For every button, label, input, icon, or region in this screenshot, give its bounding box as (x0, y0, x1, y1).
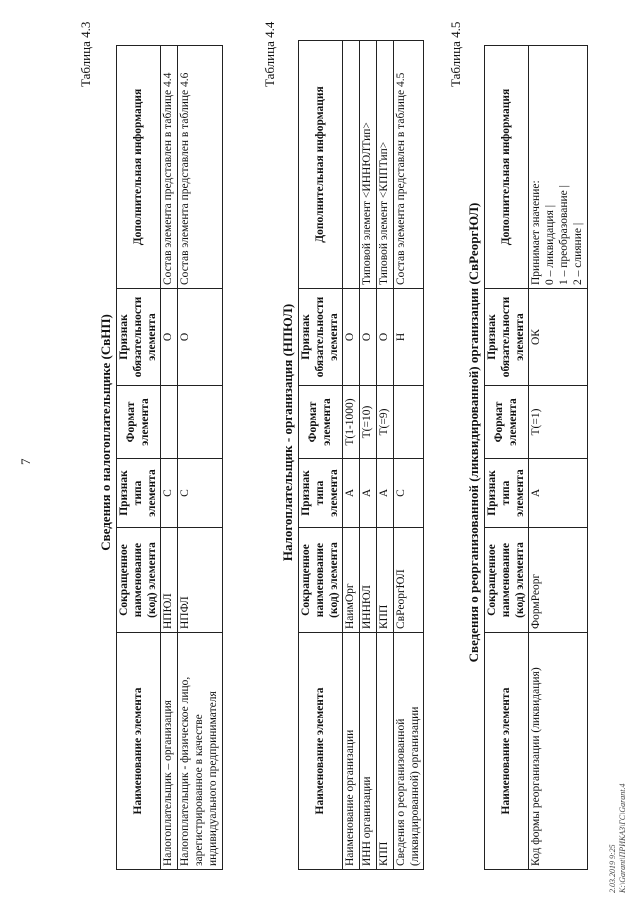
table-row (161, 46, 178, 870)
footer-stamp-date: 2.03.2019 9:25 (608, 844, 617, 893)
table-4-4-title: Налогоплательщик - организация (НПЮЛ) (280, 303, 295, 562)
cell-code: НПЮЛ (161, 528, 178, 633)
header-type: Признак типа элемента (485, 459, 529, 528)
cell-code: КПП (376, 528, 393, 633)
header-name: Наименование элемента (485, 633, 529, 870)
header-code: Сокращенное наименование (код) элемента (485, 528, 529, 633)
cell-required: О (161, 289, 178, 386)
table-4-3-label: Таблица 4.3 (78, 21, 93, 87)
cell-name: Сведения о реорганизованной (ликвидированной) организации (393, 633, 424, 870)
table-4-5-label: Таблица 4.5 (448, 21, 463, 87)
page-number: 7 (18, 458, 33, 465)
table-row (376, 41, 393, 870)
table-row (393, 41, 424, 870)
cell-name: Налогоплательщик – организация (161, 633, 178, 870)
header-required: Признак обязательности элемента (117, 289, 161, 386)
header-format: Формат элемента (117, 386, 161, 459)
header-format: Формат элемента (299, 386, 343, 459)
table-4-3 (116, 45, 223, 870)
cell-info: Типовой элемент <КППТип> (376, 41, 393, 289)
cell-code: СвРеоргЮЛ (393, 528, 424, 633)
cell-code: НПФЛ (178, 528, 222, 633)
cell-info: Типовой элемент <ИННЮЛТип> (360, 41, 377, 289)
cell-type: С (393, 459, 424, 528)
table-row (360, 41, 377, 870)
cell-name: Код формы реорганизации (ликвидация) (529, 633, 587, 870)
header-name: Наименование элемента (299, 633, 343, 870)
cell-format (393, 386, 424, 459)
cell-format (161, 386, 178, 459)
header-type: Признак типа элемента (117, 459, 161, 528)
cell-name: Наименование организации (343, 633, 360, 870)
cell-required: О (178, 289, 222, 386)
header-code: Сокращенное наименование (код) элемента (117, 528, 161, 633)
table-row (343, 41, 360, 870)
header-required: Признак обязательности элемента (299, 289, 343, 386)
header-row (117, 46, 161, 870)
cell-code: НаимОрг (343, 528, 360, 633)
cell-type: А (343, 459, 360, 528)
header-row (299, 41, 343, 870)
cell-required: ОК (529, 289, 587, 386)
header-info: Дополнительная информация (117, 46, 161, 289)
cell-name: Налогоплательщик - физическое лицо, зарегистрированное в качестве индивидуального предпринимателя (178, 633, 222, 870)
footer-stamp (608, 784, 629, 893)
cell-type: С (161, 459, 178, 528)
cell-format (178, 386, 222, 459)
header-info: Дополнительная информация (485, 46, 529, 289)
footer-stamp-path: К:\Garant\ПРИКАЗ\ГС\Garant.4 (618, 783, 628, 893)
cell-info: Принимает значение: 0 – ликвидация | 1 – преобразование | 2 – слияние | (529, 46, 587, 289)
cell-info: Состав элемента представлен в таблице 4.6 (178, 46, 222, 289)
header-format: Формат элемента (485, 386, 529, 459)
cell-info (343, 41, 360, 289)
cell-code: ИННЮЛ (360, 528, 377, 633)
cell-type: С (178, 459, 222, 528)
cell-required: О (343, 289, 360, 386)
table-4-5-title: Сведения о реорганизованной (ликвидированной) организации (СвРеоргЮЛ) (466, 202, 481, 663)
cell-name: КПП (376, 633, 393, 870)
header-required: Признак обязательности элемента (485, 289, 529, 386)
cell-info: Состав элемента представлен в таблице 4.5 (393, 41, 424, 289)
cell-format: T(=9) (376, 386, 393, 459)
header-info: Дополнительная информация (299, 41, 343, 289)
cell-info: Состав элемента представлен в таблице 4.4 (161, 46, 178, 289)
table-row (178, 46, 222, 870)
cell-format: T(=10) (360, 386, 377, 459)
header-type: Признак типа элемента (299, 459, 343, 528)
header-code: Сокращенное наименование (код) элемента (299, 528, 343, 633)
table-4-5 (484, 45, 588, 870)
header-row (485, 46, 529, 870)
cell-code: ФормРеорг (529, 528, 587, 633)
table-4-4 (298, 40, 424, 870)
cell-required: О (360, 289, 377, 386)
cell-type: А (376, 459, 393, 528)
table-4-4-label: Таблица 4.4 (262, 21, 277, 87)
cell-format: T(1-1000) (343, 386, 360, 459)
cell-required: О (376, 289, 393, 386)
cell-format: T(=1) (529, 386, 587, 459)
table-4-3-title: Сведения о налогоплательщике (СвНП) (98, 314, 113, 551)
cell-required: Н (393, 289, 424, 386)
header-name: Наименование элемента (117, 633, 161, 870)
cell-type: А (360, 459, 377, 528)
cell-name: ИНН организации (360, 633, 377, 870)
cell-type: А (529, 459, 587, 528)
table-row (529, 46, 587, 870)
